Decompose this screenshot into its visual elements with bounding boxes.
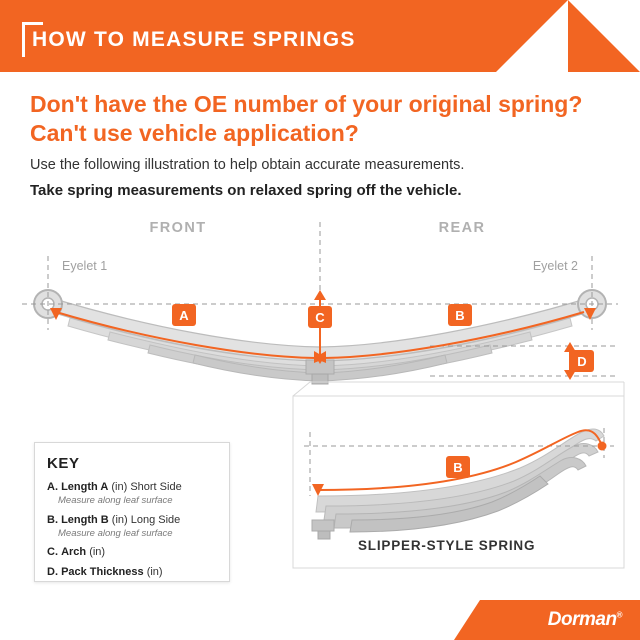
- key-item-a-label: Length A: [61, 481, 109, 493]
- marker-b: [448, 304, 472, 326]
- key-item-b: [47, 513, 217, 541]
- dorman-logo: [548, 609, 622, 631]
- subline-wrapper: [30, 154, 610, 203]
- rear-label: REAR: [438, 220, 486, 236]
- svg-text:A: A: [179, 308, 189, 323]
- headline: Don't have the OE number of your original spring? Can't use vehicle application?: [30, 91, 583, 147]
- slipper-style-title: SLIPPER-STYLE SPRING: [358, 538, 536, 553]
- header-corner-decoration: [568, 0, 640, 72]
- key-item-c-unit: (in): [89, 546, 106, 559]
- key-item-c: [47, 545, 217, 559]
- key-title: KEY: [47, 455, 80, 472]
- key-item-c-letter: C.: [47, 546, 58, 559]
- key-item-d: [47, 565, 217, 579]
- key-item-d-letter: D.: [47, 565, 58, 578]
- eyelet-2-label: Eyelet 2: [532, 259, 578, 273]
- key-item-d-label: Pack Thickness: [61, 565, 144, 578]
- key-item-b-unit: (in) Long Side: [111, 513, 181, 526]
- key-item-a: [47, 480, 217, 508]
- subline-text: Use the following illustration to help obtain accurate measurements.: [30, 157, 465, 173]
- key-legend: [34, 442, 230, 582]
- marker-a: [172, 304, 196, 326]
- slipper-marker-b: [446, 456, 470, 478]
- slipper-clamp: [312, 520, 334, 531]
- key-item-a-unit: (in) Short Side: [111, 481, 182, 493]
- key-item-b-note: Measure along leaf surface: [58, 527, 173, 539]
- subline-bold-text: Take spring measurements on relaxed spring off the vehicle.: [30, 182, 462, 200]
- slipper-measure-b-endpoint: [598, 442, 607, 451]
- slipper-bolt: [318, 531, 330, 539]
- footer: [0, 600, 640, 640]
- dorman-trademark: ®: [616, 610, 622, 620]
- dorman-logo-text: Dorman: [547, 609, 617, 630]
- key-item-b-letter: B.: [47, 513, 58, 526]
- svg-text:D: D: [577, 354, 587, 369]
- page-title: HOW TO MEASURE SPRINGS: [32, 28, 356, 51]
- header-slant-decoration: [496, 0, 568, 72]
- eyelet-1-label: Eyelet 1: [62, 259, 108, 273]
- svg-text:B: B: [453, 460, 463, 475]
- footer-brand-band: [480, 600, 640, 640]
- svg-text:C: C: [315, 310, 325, 325]
- marker-d: [570, 350, 594, 372]
- key-item-d-unit: (in): [146, 565, 163, 578]
- key-item-b-label: Length B: [61, 513, 109, 526]
- svg-text:B: B: [455, 308, 465, 323]
- header-banner: [0, 0, 640, 72]
- footer-slant-decoration: [454, 600, 480, 640]
- key-item-a-note: Measure along leaf surface: [58, 495, 173, 507]
- key-item-a-letter: A.: [47, 481, 58, 493]
- key-item-c-label: Arch: [61, 546, 87, 559]
- marker-c: [308, 306, 332, 328]
- front-label: FRONT: [149, 220, 207, 236]
